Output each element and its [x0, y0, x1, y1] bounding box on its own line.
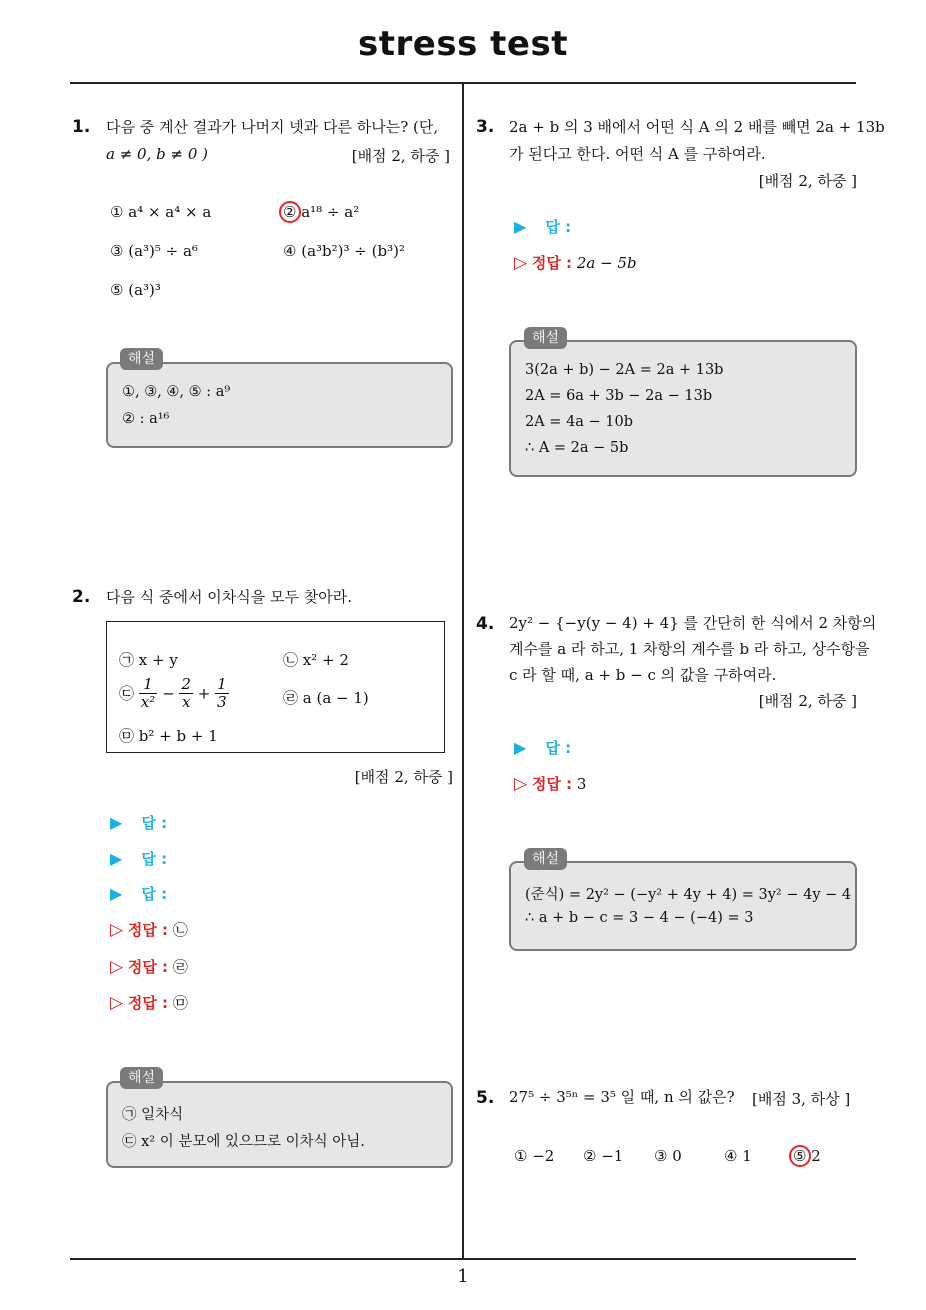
q1-choice-5[interactable]: ⑤ (a³)³ — [110, 281, 161, 299]
q2-correct-row-2 — [110, 956, 188, 977]
q3-meta: [배점 2, 하중 ] — [758, 172, 857, 190]
q2-explanation-line1: ㉠ 일차식 — [122, 1107, 184, 1123]
q1-selected-mark — [279, 201, 301, 223]
q2-item-b: ㉡ x² + 2 — [283, 651, 349, 669]
answer-label: 답 : — [141, 885, 168, 903]
q2-item-c-fraction2: $\frac{2}{x}$ — [181, 675, 191, 711]
q3-explanation-box — [509, 340, 857, 477]
q2-correct-row-1 — [110, 919, 188, 940]
correct-label: 정답 : — [531, 254, 573, 272]
q5-choice-3[interactable]: ③ 0 — [654, 1147, 682, 1165]
q4-number: 4. — [476, 614, 495, 634]
q2-expression-box — [106, 621, 445, 753]
q2-explanation-line2: ㉢ x² 이 분모에 있으므로 이차식 아님. — [122, 1134, 365, 1150]
answer-triangle-icon: ▶ — [110, 813, 123, 832]
q4-explanation-line2: ∴ a + b − c = 3 − 4 − (−4) = 3 — [525, 910, 754, 926]
answer-triangle-icon: ▶ — [110, 849, 123, 868]
q4-text-line1: 2y² − {−y(y − 4) + 4} 를 간단히 한 식에서 2 차항의 — [509, 614, 877, 632]
q1-choice-2[interactable]: ② a¹⁸ ÷ a² — [283, 203, 360, 221]
q5-choice-2[interactable]: ② −1 — [583, 1147, 624, 1165]
q2-item-c — [119, 676, 229, 711]
correct-triangle-icon: ▷ — [110, 993, 124, 1013]
q1-explanation-box — [106, 362, 453, 448]
q4-correct-row — [514, 773, 586, 794]
q4-explanation-box — [509, 861, 857, 951]
correct-label: 정답 : — [127, 994, 169, 1012]
correct-triangle-icon: ▷ — [110, 920, 124, 940]
correct-label: 정답 : — [531, 775, 573, 793]
correct-label: 정답 : — [127, 958, 169, 976]
answer-label: 답 : — [141, 850, 168, 868]
q2-item-e: ㉤ b² + b + 1 — [119, 727, 218, 745]
q2-item-d: ㉣ a (a − 1) — [283, 689, 369, 707]
q5-text: 27⁵ ÷ 3⁵ⁿ = 3⁵ 일 때, n 의 값은? — [509, 1088, 735, 1106]
q1-meta: [배점 2, 하중 ] — [351, 147, 450, 165]
answer-triangle-icon: ▶ — [514, 217, 527, 236]
q5-choice-4[interactable]: ④ 1 — [724, 1147, 752, 1165]
q2-answer-row-1[interactable] — [110, 812, 167, 833]
q2-correct-row-3 — [110, 992, 188, 1013]
q4-meta: [배점 2, 하중 ] — [758, 692, 857, 710]
answer-triangle-icon: ▶ — [110, 884, 123, 903]
q3-explanation-line3: 2A = 4a − 10b — [525, 414, 634, 430]
q2-item-c-op2: + — [197, 684, 211, 703]
q3-number: 3. — [476, 117, 495, 137]
q5-selected-mark — [789, 1145, 811, 1167]
q4-explanation-tab: 해설 — [524, 848, 567, 870]
q2-number: 2. — [72, 587, 91, 607]
q3-explanation-tab: 해설 — [524, 327, 567, 349]
correct-triangle-icon: ▷ — [110, 957, 124, 977]
correct-triangle-icon: ▷ — [514, 253, 528, 273]
q3-explanation-line2: 2A = 6a + 3b − 2a − 13b — [525, 388, 713, 404]
q2-explanation-box — [106, 1081, 453, 1168]
page-title: stress test — [358, 24, 568, 64]
q2-item-c-fraction3: $\frac{1}{3}$ — [217, 675, 227, 711]
q3-correct-value: 2a − 5b — [576, 254, 637, 272]
q3-explanation-line4: ∴ A = 2a − 5b — [525, 440, 629, 456]
q4-answer-row[interactable] — [514, 737, 571, 758]
q1-text-line1: 다음 중 계산 결과가 나머지 넷과 다른 하나는? (단, — [106, 118, 439, 136]
q2-meta: [배점 2, 하중 ] — [354, 768, 453, 786]
correct-label: 정답 : — [127, 921, 169, 939]
footer-rule — [70, 1258, 856, 1260]
q1-text-line2: a ≠ 0, b ≠ 0 ) — [106, 145, 208, 163]
q2-item-c-op1: − — [162, 684, 175, 703]
q2-correct-value-1: ㉡ — [172, 921, 188, 939]
q1-explanation-line2: ② : a¹⁶ — [122, 411, 170, 427]
q2-item-a: ㉠ x + y — [119, 651, 178, 669]
q4-text-line3: c 라 할 때, a + b − c 의 값을 구하여라. — [509, 666, 777, 684]
answer-label: 답 : — [545, 218, 572, 236]
q5-choice-5[interactable]: ⑤ 2 — [793, 1147, 821, 1165]
q5-number: 5. — [476, 1088, 495, 1108]
q1-choice-1[interactable]: ① a⁴ × a⁴ × a — [110, 203, 212, 221]
q5-meta: [배점 3, 하상 ] — [752, 1090, 851, 1108]
q5-choice-1[interactable]: ① −2 — [514, 1147, 555, 1165]
answer-label: 답 : — [545, 739, 572, 757]
q2-correct-value-3: ㉤ — [172, 994, 188, 1012]
q1-number: 1. — [72, 117, 91, 137]
q2-explanation-tab: 해설 — [120, 1067, 163, 1089]
q1-explanation-tab: 해설 — [120, 348, 163, 370]
q1-choice-3[interactable]: ③ (a³)⁵ ÷ a⁶ — [110, 242, 198, 260]
q3-text-line1: 2a + b 의 3 배에서 어떤 식 A 의 2 배를 빼면 2a + 13b — [509, 118, 885, 136]
q4-correct-value: 3 — [576, 775, 587, 793]
q2-answer-row-3[interactable] — [110, 883, 167, 904]
q1-explanation-line1: ①, ③, ④, ⑤ : a⁹ — [122, 384, 231, 400]
q2-item-c-mark: ㉢ — [119, 684, 135, 703]
column-divider — [462, 84, 464, 1260]
answer-triangle-icon: ▶ — [514, 738, 527, 757]
page-number: 1 — [457, 1266, 469, 1287]
q4-text-line2: 계수를 a 라 하고, 1 차항의 계수를 b 라 하고, 상수항을 — [509, 640, 870, 658]
answer-label: 답 : — [141, 814, 168, 832]
q3-explanation-line1: 3(2a + b) − 2A = 2a + 13b — [525, 362, 724, 378]
q2-correct-value-2: ㉣ — [172, 958, 188, 976]
correct-triangle-icon: ▷ — [514, 774, 528, 794]
q3-text-line2: 가 된다고 한다. 어떤 식 A 를 구하여라. — [509, 145, 766, 163]
q3-answer-row[interactable] — [514, 216, 571, 237]
q2-text: 다음 식 중에서 이차식을 모두 찾아라. — [106, 588, 352, 606]
q2-answer-row-2[interactable] — [110, 848, 167, 869]
q2-item-c-fraction1: $\frac{1}{\text{x²}}$ — [140, 675, 156, 711]
q4-explanation-line1: (준식) = 2y² − (−y² + 4y + 4) = 3y² − 4y − 4 — [525, 887, 852, 903]
q3-correct-row — [514, 252, 637, 273]
q1-choice-4[interactable]: ④ (a³b²)³ ÷ (b³)² — [283, 242, 405, 260]
